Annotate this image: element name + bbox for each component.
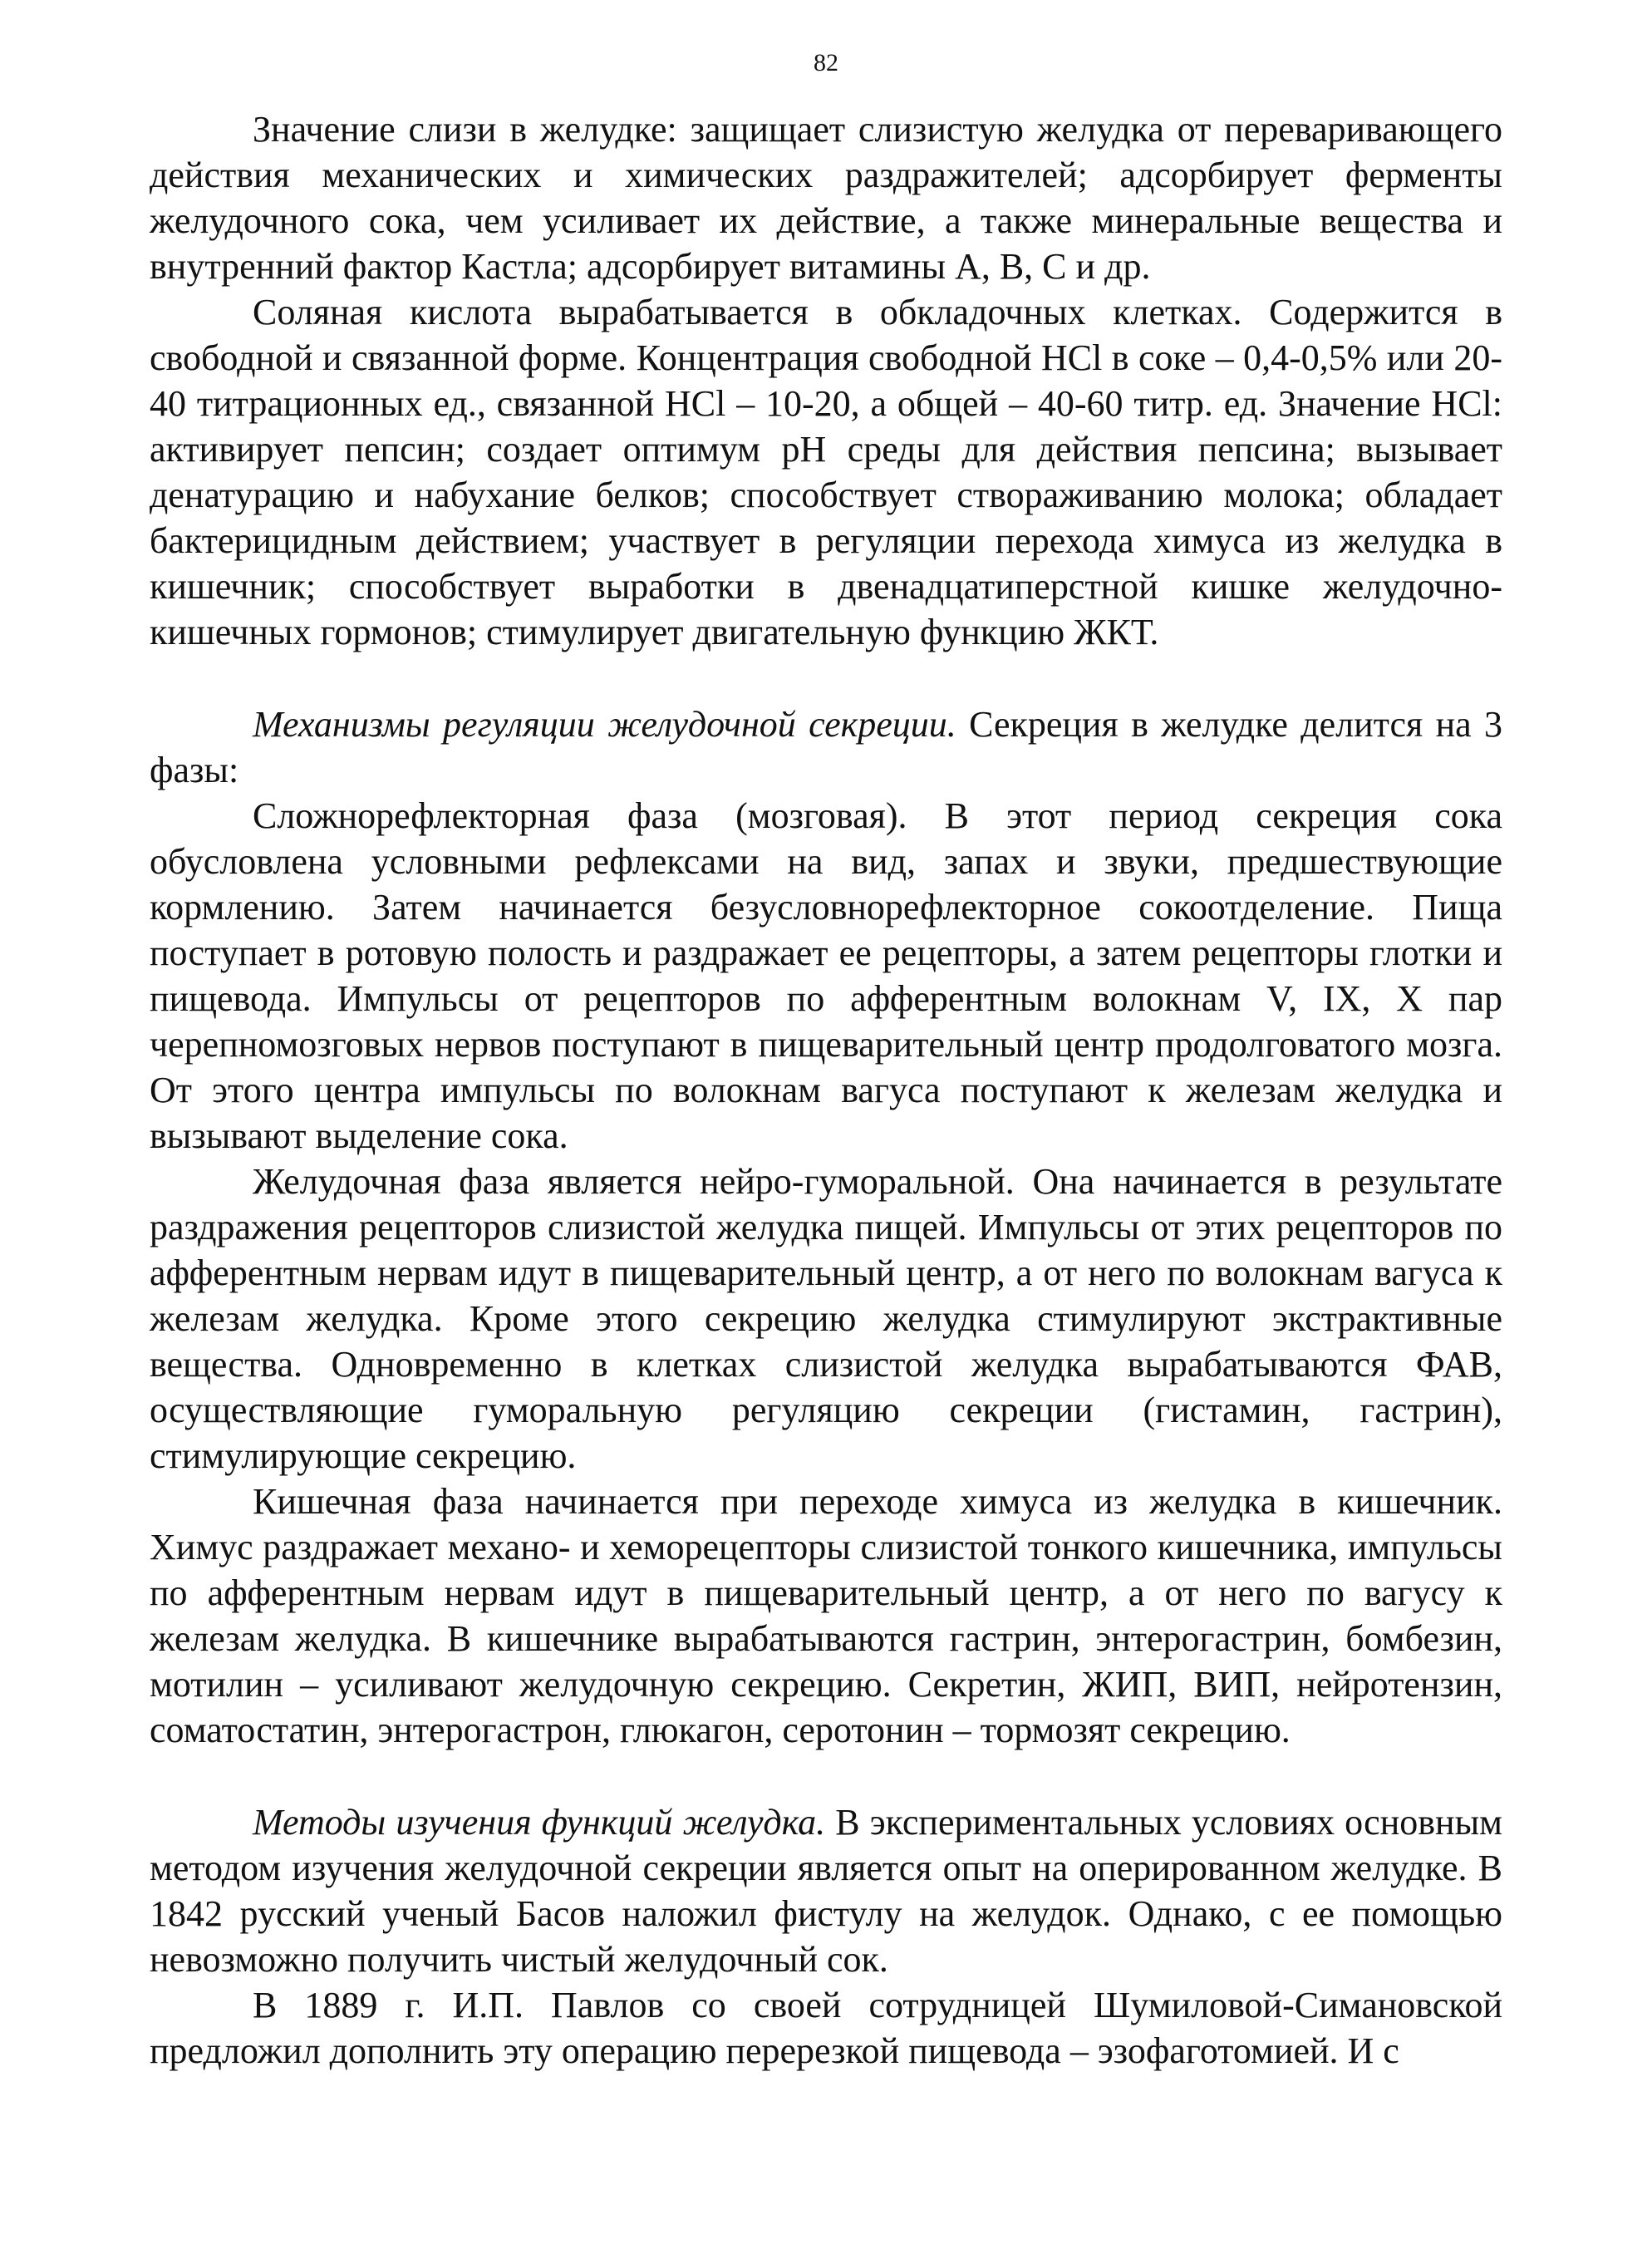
paragraph-cephalic-phase: Сложнорефлекторная фаза (мозговая). В этот период секреция сока обусловлена условными рефлексами на вид, запах и звуки, предшествующие кормлению. Затем начинается безусловнорефлекторное сокоотделение. Пища поступает в ротовую полость и раздражает ее рецепторы, а затем рецепторы глотки и пищевода. Импульсы от рецепторов по афферентным волокнам V, IX, X пар черепномозговых нервов поступают в пищеварительный центр продолговатого мозга. От этого центра импульсы по волокнам вагуса поступают к железам желудка и вызывают выделение сока. [150,795,1502,1156]
section-heading-regulation: Механизмы регуляции желудочной секреции. [253,704,956,745]
paragraph-regulation-intro [150,701,1502,793]
paragraph-text: В экспериментальных условиях основным методом изучения желудочной секреции является опыт на оперированном желудке. В 1842 русский ученый Басов наложил фистулу на желудок. Однако, с ее помощью невозможно получить чистый желудочный сок. [150,1802,1502,1980]
paragraph-pavlov: В 1889 г. И.П. Павлов со своей сотрудницей Шумиловой-Симановской предложил дополнить эту операцию перерезкой пищевода – эзофаготомией. И с [150,1985,1502,2071]
section-heading-methods: Методы изучения функций желудка. [253,1802,826,1843]
paragraph-gastric-phase: Желудочная фаза является нейро-гуморальной. Она начинается в результате раздражения рецепторов слизистой желудка пищей. Импульсы от этих рецепторов по афферентным нервам идут в пищеварительный центр, а от него по волокнам вагуса к железам желудка. Кроме этого секрецию желудка стимулируют экстрактивные вещества. Одновременно в клетках слизистой желудка вырабатываются ФАВ, осуществляющие гуморальную регуляцию секреции (гистамин, гастрин), стимулирующие секрецию. [150,1161,1502,1476]
page-number: 82 [814,49,838,76]
paragraph-methods-intro [150,1799,1502,1982]
paragraph-intestinal-phase: Кишечная фаза начинается при переходе химуса из желудка в кишечник. Химус раздражает механо- и хеморецепторы слизистой тонкого кишечника, импульсы по афферентным нервам идут в пищеварительный центр, а от него по вагусу к железам желудка. В кишечнике вырабатываются гастрин, энтерогастрин, бомбезин, мотилин – усиливают желудочную секрецию. Секретин, ЖИП, ВИП, нейротензин, соматостатин, энтерогастрон, глюкагон, серотонин – тормозят секрецию. [150,1481,1502,1750]
paragraph-mucus: Значение слизи в желудке: защищает слизистую желудка от переваривающего действия механических и химических раздражителей; адсорбирует ферменты желудочного сока, чем усиливает их действие, а также минеральные вещества и внутренний фактор Кастла; адсорбирует витамины А, В, С и др. [150,109,1502,287]
paragraph-hcl: Соляная кислота вырабатывается в обкладочных клетках. Содержится в свободной и связанной форме. Концентрация свободной HCl в соке – 0,4-0,5% или 20-40 титрационных ед., связанной HCl – 10-20, а общей – 40-60 титр. ед. Значение HCl: активирует пепсин; создает оптимум pH среды для действия пепсина; вызывает денатурацию и набухание белков; способствует створаживанию молока; обладает бактерицидным действием; участвует в регуляции перехода химуса из желудка в кишечник; способствует выработки в двенадцатиперстной кишке желудочно-кишечных гормонов; стимулирует двигательную функцию ЖКТ. [150,292,1502,652]
paragraph-text: Секреция в желудке делится на 3 фазы: [150,704,1502,790]
